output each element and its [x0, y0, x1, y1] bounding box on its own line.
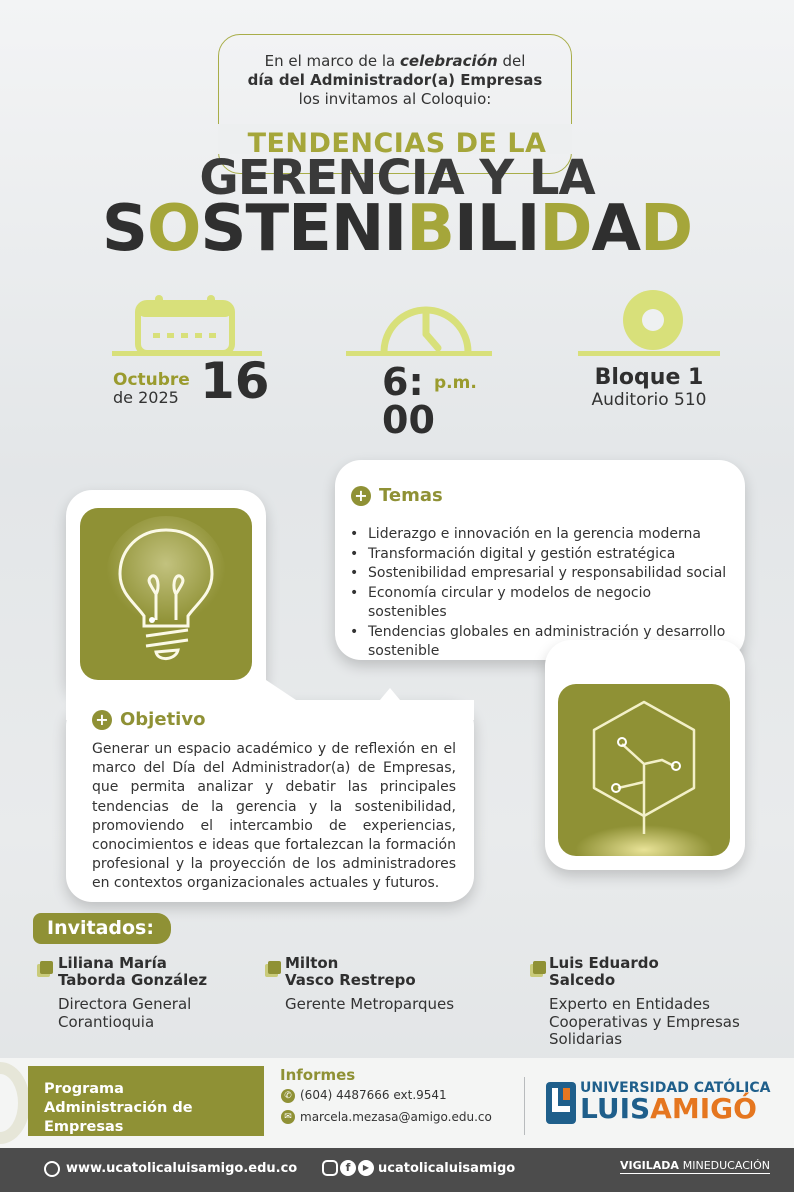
calendar-icon	[135, 293, 235, 355]
objetivo-text: Generar un espacio académico y de reflexión en el marco del Día del Administrador(a) de Empresas, que permita analizar y debatir las principales tendencias de la gerencia y la sostenibilidad, promoviendo el intercambio de experiencias, conocimientos e ideas que fortalezcan la formación profesional y la proyección de los administradores en contextos organizacionales actuales y futuros.	[92, 741, 456, 892]
phone-icon: ✆	[281, 1089, 295, 1103]
social-handle[interactable]: ucatolicaluisamigo	[378, 1161, 516, 1176]
globe-icon	[44, 1161, 60, 1177]
tema-item: • Tendencias globales en administración y desarrollo sostenible	[348, 623, 728, 662]
intro-line-2: día del Administrador(a) Empresas	[247, 71, 543, 89]
intro-emphasis: celebración	[400, 52, 498, 70]
guests-title: Invitados:	[33, 913, 171, 944]
intro-line-3: los invitamos al Coloquio:	[298, 90, 492, 108]
event-year: de 2025	[113, 388, 179, 407]
guest-bullet-icon	[533, 961, 546, 974]
event-time-hours: 6:	[382, 360, 424, 404]
location-pin-icon	[620, 290, 686, 354]
university-shield-icon	[546, 1082, 576, 1124]
event-room: Auditorio 510	[591, 390, 707, 410]
plus-icon: +	[92, 710, 112, 730]
mail-icon: ✉	[281, 1110, 295, 1124]
informes-title: Informes	[280, 1066, 356, 1084]
lightbulb-icon	[80, 508, 252, 680]
event-day: 16	[200, 352, 270, 410]
title-line-3: SOSTENIBILIDAD	[101, 192, 693, 266]
instagram-icon[interactable]	[322, 1160, 338, 1176]
tema-item: • Economía circular y modelos de negocio sostenibles	[348, 584, 728, 623]
event-time-minutes: 00	[382, 398, 435, 442]
title-line-1: TENDENCIAS DE LA	[247, 128, 547, 159]
bottom-bar	[0, 1148, 794, 1192]
event-place: Bloque 1	[594, 365, 704, 390]
event-month: Octubre	[113, 370, 190, 390]
temas-list	[348, 525, 728, 662]
facebook-icon[interactable]: f	[340, 1160, 356, 1176]
guest-name: Milton Vasco Restrepo	[285, 954, 416, 989]
guest-name: Luis Eduardo Salcedo	[549, 954, 659, 989]
tech-tree-icon	[558, 684, 730, 856]
tema-item: • Sostenibilidad empresarial y responsabilidad social	[348, 564, 728, 584]
objetivo-title: + Objetivo	[92, 709, 205, 730]
email-link[interactable]: marcela.mezasa@amigo.edu.co	[300, 1110, 492, 1124]
university-logo	[546, 1080, 771, 1130]
guest-role: Gerente Metroparques	[285, 995, 455, 1013]
youtube-icon[interactable]: ▶	[358, 1160, 374, 1176]
guest-name: Liliana María Taborda González	[58, 954, 208, 989]
plus-icon: +	[351, 486, 371, 506]
clock-underline	[346, 351, 492, 356]
university-name-top: UNIVERSIDAD CATÓLICA	[580, 1080, 771, 1096]
intro-text: En el marco de la celebración del día del Administrador(a) Empresas los invitamos al Coloquio:	[218, 52, 572, 109]
temas-title: + Temas	[351, 485, 443, 506]
phone-number[interactable]: (604) 4487666 ext.9541	[300, 1088, 447, 1102]
guest-bullet-icon	[40, 961, 53, 974]
guest-bullet-icon	[268, 961, 281, 974]
program-box: Programa Administración de Empresas	[28, 1066, 264, 1136]
guest-role: Directora General Corantioquia	[58, 995, 192, 1031]
university-name-bottom: LUISAMIGÓ	[580, 1092, 757, 1125]
card-pointer	[380, 688, 400, 700]
clock-icon	[378, 292, 474, 356]
guest-role: Experto en Entidades Cooperativas y Empresas Solidarias	[549, 995, 740, 1048]
tema-item: • Transformación digital y gestión estratégica	[348, 545, 728, 565]
vigilada-label: VIGILADA MINEDUCACIÓN	[620, 1159, 771, 1172]
footer-divider	[524, 1077, 525, 1135]
location-underline	[578, 351, 720, 356]
event-ampm: p.m.	[434, 373, 477, 393]
website-link[interactable]: www.ucatolicaluisamigo.edu.co	[66, 1161, 298, 1176]
tema-item: • Liderazgo e innovación en la gerencia moderna	[348, 525, 728, 545]
title-line-2: GERENCIA Y LA	[199, 150, 595, 206]
